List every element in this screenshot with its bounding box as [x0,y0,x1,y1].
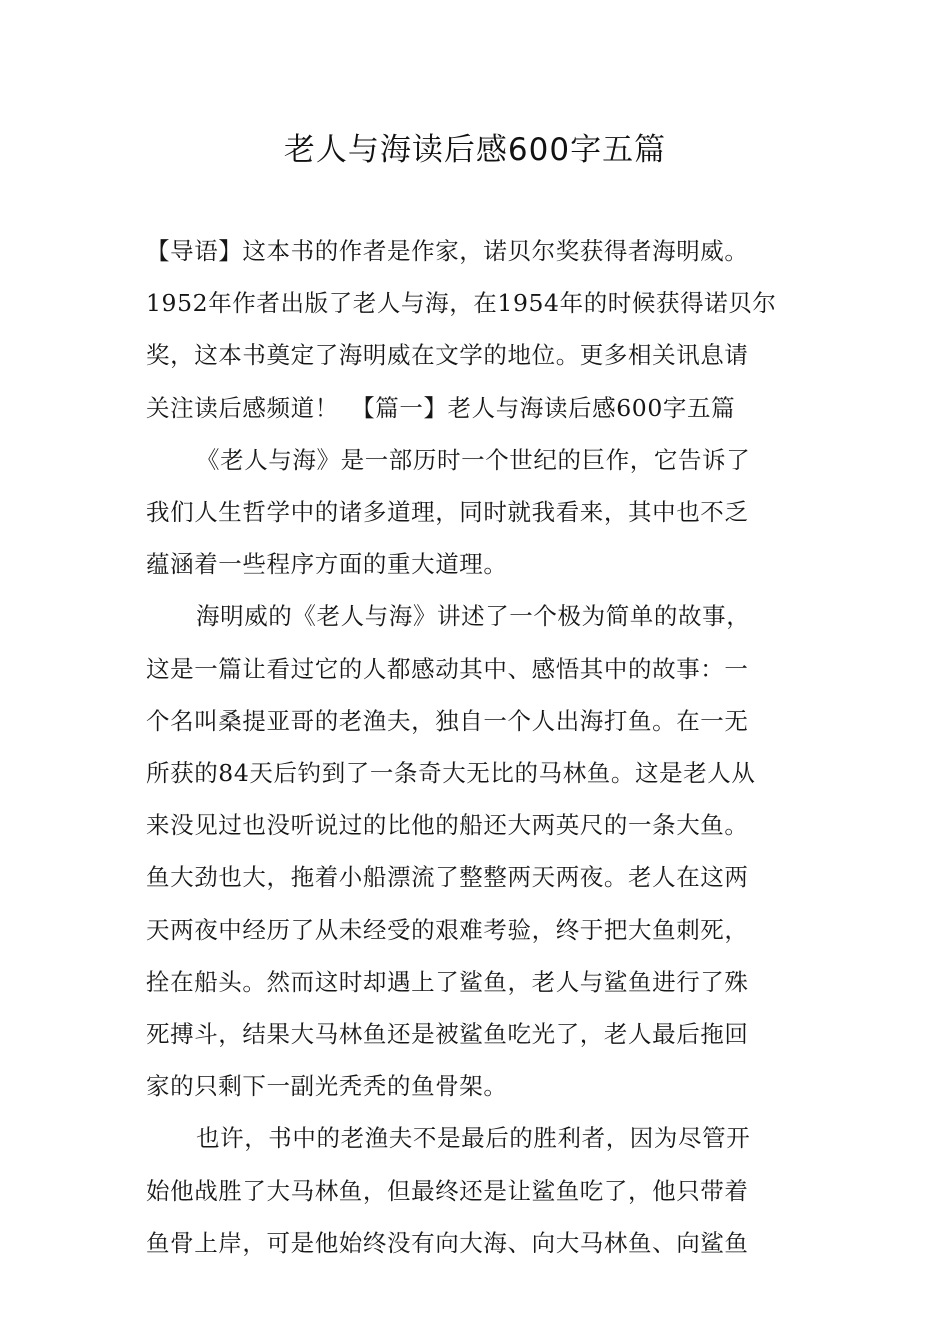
text-line: 这是一篇让看过它的人都感动其中、感悟其中的故事：一 [146,654,749,683]
text-line: 来没见过也没听说过的比他的船还大两英尺的一条大鱼。 [146,811,749,840]
text-line: 鱼骨上岸，可是他始终没有向大海、向大马林鱼、向鲨鱼 [146,1228,749,1257]
text-line: 天两夜中经历了从未经受的艰难考验，终于把大鱼刺死， [146,915,749,944]
text-line: 《老人与海》是一部历时一个世纪的巨作，它告诉了 [196,445,751,474]
text-line: 蕴涵着一些程序方面的重大道理。 [146,550,508,579]
text-line: 鱼大劲也大，拖着小船漂流了整整两天两夜。老人在这两 [146,863,749,892]
text-line: 也许，书中的老渔夫不是最后的胜利者，因为尽管开 [196,1124,751,1153]
text-line: 死搏斗，结果大马林鱼还是被鲨鱼吃光了，老人最后拖回 [146,1020,749,1048]
text-line: 所获的84天后钓到了一条奇大无比的马林鱼。这是老人从 [146,759,756,787]
text-line: 始他战胜了大马林鱼，但最终还是让鲨鱼吃了，他只带着 [146,1176,749,1205]
text-line: 拴在船头。然而这时却遇上了鲨鱼，老人与鲨鱼进行了殊 [146,967,749,996]
text-line: 【导语】这本书的作者是作家，诺贝尔奖获得者海明威。 [146,237,749,265]
text-line: 奖，这本书奠定了海明威在文学的地位。更多相关讯息请 [146,341,749,370]
text-line: 关注读后感频道！ 【篇一】老人与海读后感600字五篇 [146,393,736,422]
text-line: 家的只剩下一副光秃秃的鱼骨架。 [146,1072,508,1101]
text-line: 个名叫桑提亚哥的老渔夫，独自一个人出海打鱼。在一无 [146,706,749,735]
document-title: 老人与海读后感600字五篇 [283,132,667,168]
text-line: 我们人生哲学中的诸多道理，同时就我看来，其中也不乏 [146,498,749,526]
text-line: 海明威的《老人与海》讲述了一个极为简单的故事， [196,602,751,631]
text-line: 1952年作者出版了老人与海，在1954年的时候获得诺贝尔 [146,289,777,318]
